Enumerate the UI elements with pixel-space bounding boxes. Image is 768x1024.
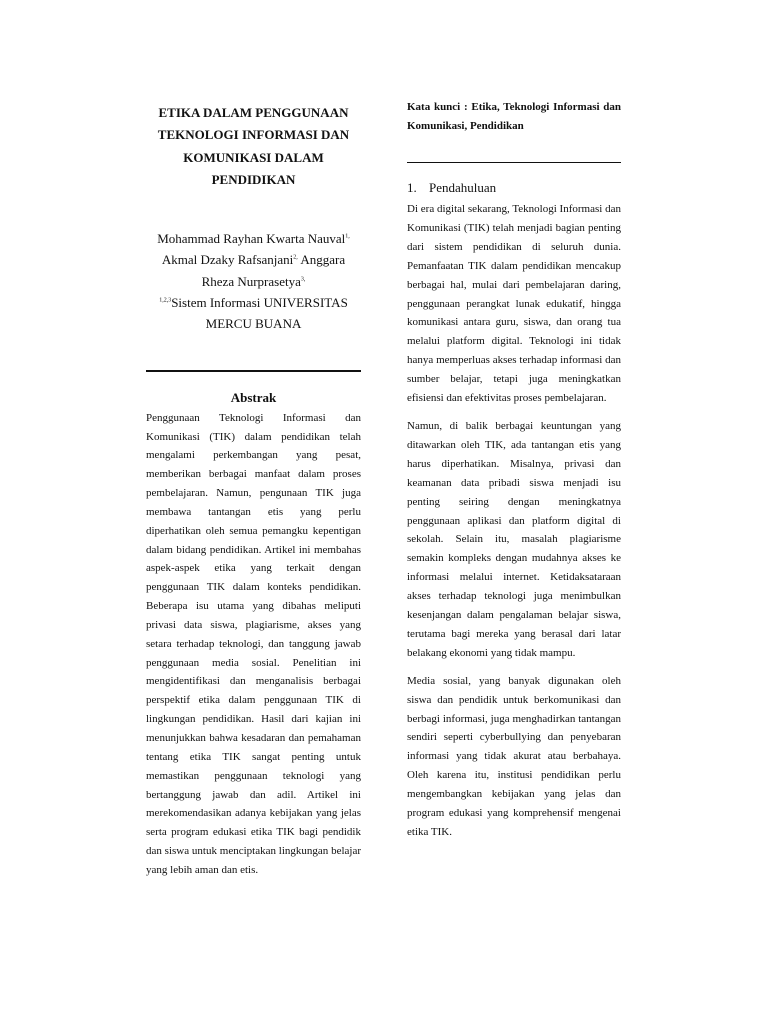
author-superscript: 2, [293, 255, 298, 262]
author-name: Mohammad Rayhan Kwarta Nauval [157, 231, 346, 247]
body-paragraph: Di era digital sekarang, Teknologi Informasi dan Komunikasi (TIK) telah menjadi bagian penting dari sistem pendidikan di seluruh dunia. Pemanfaatan TIK dalam pendidikan mencakup berbagai hal, mulai dari pembelajaran daring, penggunaan perangkat lunak edukatif, hingga komunikasi antara guru, siswa, dan orang tua melalui platform digital. Teknologi ini tidak hanya memperluas akses terhadap informasi dan sumber belajar, tetapi juga meningkatkan efisiensi dan efektivitas proses pembelajaran. [407, 203, 621, 405]
keywords: Kata kunci : Etika, Teknologi Informasi dan Komunikasi, Pendidikan [407, 101, 621, 132]
author-name: Anggara [297, 252, 346, 268]
author-line-3 [146, 271, 361, 292]
author-superscript: 3, [300, 276, 306, 283]
section-heading [407, 179, 621, 197]
affiliation-superscript: 1,2,3 [159, 297, 172, 304]
author-line-2 [146, 249, 361, 270]
divider [146, 370, 361, 372]
body-paragraph: Media sosial, yang banyak digunakan oleh siswa dan pendidik untuk berkomunikasi dan berbagi informasi, juga menghadirkan tantangan sendiri seperti cyberbullying dan penyebaran informasi yang tidak akurat atau berbahaya. Oleh karena itu, institusi pendidikan perlu mengembangkan kebijakan yang jelas dan program edukasi yang komprehensif mengenai etika TIK. [407, 674, 621, 838]
title-line: ETIKA DALAM PENGGUNAAN [158, 105, 349, 120]
body-paragraph: Namun, di balik berbagai keuntungan yang ditawarkan oleh TIK, ada tantangan etis yang harus diperhatikan. Misalnya, privasi dan keamanan data pribadi siswa menjadi isu penting seiring dengan meningkatnya penggunaan aplikasi dan platform digital di sekolah. Selain itu, masalah plagiarisme semakin kompleks dengan mudahnya akses ke informasi melalui internet. Ketidaksataraan akses terhadap teknologi juga menimbulkan kesenjangan dalam pengalaman belajar siswa, terutama bagi mereka yang berasal dari latar belakang ekonomi yang tidak mampu. [407, 419, 621, 659]
author-name: Rheza Nurprasetya [201, 273, 301, 289]
abstract-text: Penggunaan Teknologi Informasi dan Komunikasi (TIK) dalam pendidikan telah mengalami perkembangan yang pesat, memberikan berbagai manfaat dalam proses pembelajaran. Namun, pengunaan TIK juga membawa tantangan etis yang perlu diperhatikan oleh semua pemangku kepentigan dalam bidang pendidikan. Artikel ini membahas aspek-aspek etika yang terkait dengan penggunaan TIK dalam konteks pendidikan. Beberapa isu utama yang dibahas meliputi privasi data siswa, plagiarisme, akses yang setara terhadap teknologi, dan tanggung jawab penggunaan media sosial. Penelitian ini mengidentifikasi dan menganalisis berbagai perspektif etika dalam penggunaan TIK di lingkungan pendidikan. Hasil dari kajian ini menunjukkan bahwa kesadaran dan pemahaman tentang etika TIK sangat penting untuk memastikan penggunaan teknologi yang bertanggung jawab dan adil. Artikel ini merekomendasikan adanya kebijakan yang jelas serta program edukasi etika TIK bagi pendidik dan siswa untuk menciptakan lingkungan belajar yang lebih aman dan etis. [146, 411, 361, 876]
right-column [407, 98, 621, 842]
title-line: KOMUNIKASI DALAM [183, 149, 324, 165]
author-superscript: 1, [345, 233, 350, 240]
section-title: Pendahuluan [429, 180, 497, 195]
author-line-1 [146, 228, 361, 249]
abstract-heading: Abstrak [230, 389, 277, 405]
section-number: 1. [407, 180, 417, 195]
left-column [146, 96, 361, 880]
affiliation-line-2: MERCU BUANA [205, 316, 302, 332]
paper-title [146, 102, 361, 191]
affiliation-text: Sistem Informasi UNIVERSITAS [171, 295, 348, 311]
author-name: Akmal Dzaky Rafsanjani [161, 252, 294, 268]
author-block [146, 228, 361, 334]
title-line: PENDIDIKAN [211, 171, 296, 187]
divider [407, 162, 621, 163]
title-line: TEKNOLOGI INFORMASI DAN [157, 127, 350, 143]
affiliation-line-1 [146, 292, 361, 313]
